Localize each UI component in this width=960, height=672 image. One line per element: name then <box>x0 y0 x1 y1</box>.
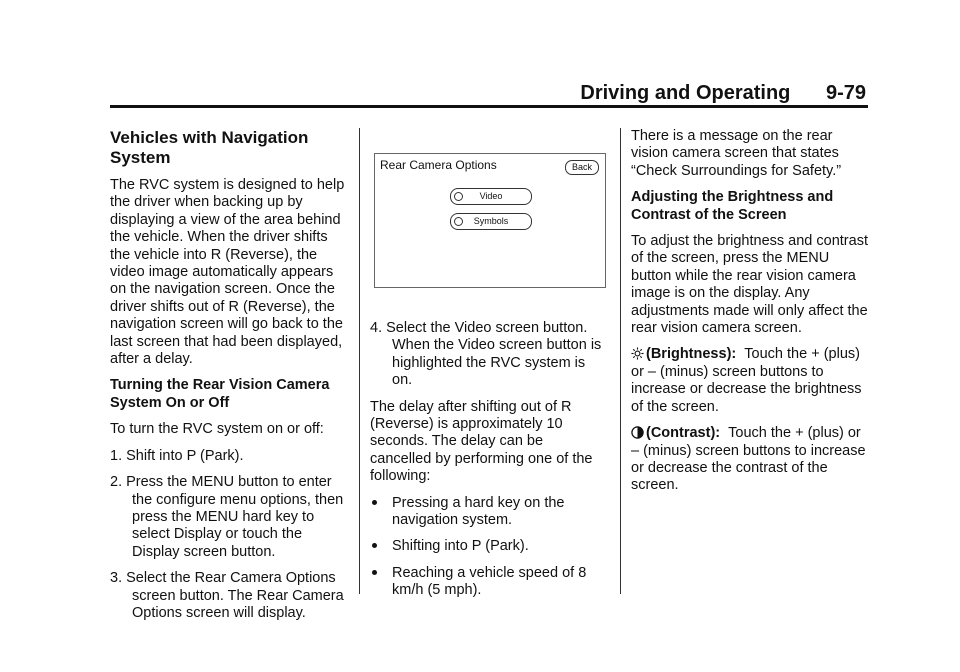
page-header <box>110 80 866 106</box>
video-label: Video <box>479 191 503 201</box>
step-1: 1. Shift into P (Park). <box>110 447 244 464</box>
column-1 <box>110 128 348 631</box>
rear-camera-options-screen <box>374 153 606 288</box>
screen-title: Rear Camera Options <box>380 158 497 172</box>
step-3: 3. Select the Rear Camera Options screen button. The Rear Camera Options screen will display. <box>110 570 344 621</box>
video-button[interactable] <box>450 188 532 205</box>
radio-icon <box>454 217 463 226</box>
symbols-button[interactable] <box>450 213 532 230</box>
step-4: 4. Select the Video screen button. When the Video screen button is highlighted the RVC system is on. <box>370 320 602 389</box>
sun-icon <box>631 347 644 360</box>
section-heading: Vehicles with Navigation System <box>110 128 309 167</box>
message-paragraph: There is a message on the rear vision camera screen that states “Check Surroundings for Safety.” <box>631 128 842 179</box>
bullet-icon <box>372 500 377 505</box>
contrast-text: Touch the + (plus) or – (minus) screen buttons to increase or decrease the contrast of the screen. <box>631 425 866 494</box>
back-button[interactable]: Back <box>565 160 599 175</box>
lead-paragraph: To turn the RVC system on or off: <box>110 421 324 438</box>
brightness-text: Touch the + (plus) or – (minus) screen buttons to increase or decrease the brightness of the screen. <box>631 346 862 415</box>
header-rule <box>110 105 868 108</box>
bullet-text: Pressing a hard key on the navigation system. <box>392 494 565 529</box>
contrast-paragraph <box>631 425 869 495</box>
contrast-icon <box>631 426 644 439</box>
column-divider-1 <box>359 128 360 594</box>
brightness-label: (Brightness): <box>646 346 737 363</box>
intro-paragraph: The RVC system is designed to help the driver when backing up by displaying a view of the area behind the vehicle. When the driver shifts the vehicle into R (Reverse), the video image automatically appears on the navigation screen. Once the driver shifts out of R (Reverse), the navigation screen will go back to the last screen that had been displayed, after a delay. <box>110 177 345 368</box>
bullet-item <box>370 538 608 555</box>
column-2 <box>370 128 608 609</box>
bullet-item <box>370 565 608 600</box>
page-number: 9-79 <box>825 82 866 104</box>
symbols-label: Symbols <box>473 216 509 226</box>
column-3 <box>631 128 869 504</box>
section-title: Driving and Operating <box>580 82 791 104</box>
bullet-text: Shifting into P (Park). <box>392 538 529 555</box>
subheading: Adjusting the Brightness and Contrast of the Screen <box>631 189 834 223</box>
bullet-item <box>370 495 608 530</box>
step-2: 2. Press the MENU button to enter the configure menu options, then press the MENU hard key to select Display or touch the Display screen button. <box>110 474 344 560</box>
bullet-icon <box>372 543 377 548</box>
bullet-icon <box>372 570 377 575</box>
bullet-text: Reaching a vehicle speed of 8 km/h (5 mph). <box>392 564 587 599</box>
adjust-paragraph: To adjust the brightness and contrast of the screen, press the MENU button while the rear vision camera image is on the display. Any adjustments made will only affect the rear vision camera screen. <box>631 233 868 337</box>
column-divider-2 <box>620 128 621 594</box>
delay-paragraph: The delay after shifting out of R (Reverse) is approximately 10 seconds. The delay can be cancelled by performing one of the following: <box>370 398 593 485</box>
contrast-label: (Contrast): <box>646 425 721 442</box>
brightness-paragraph <box>631 346 869 416</box>
subheading: Turning the Rear Vision Camera System On or Off <box>110 377 330 411</box>
radio-icon <box>454 192 463 201</box>
